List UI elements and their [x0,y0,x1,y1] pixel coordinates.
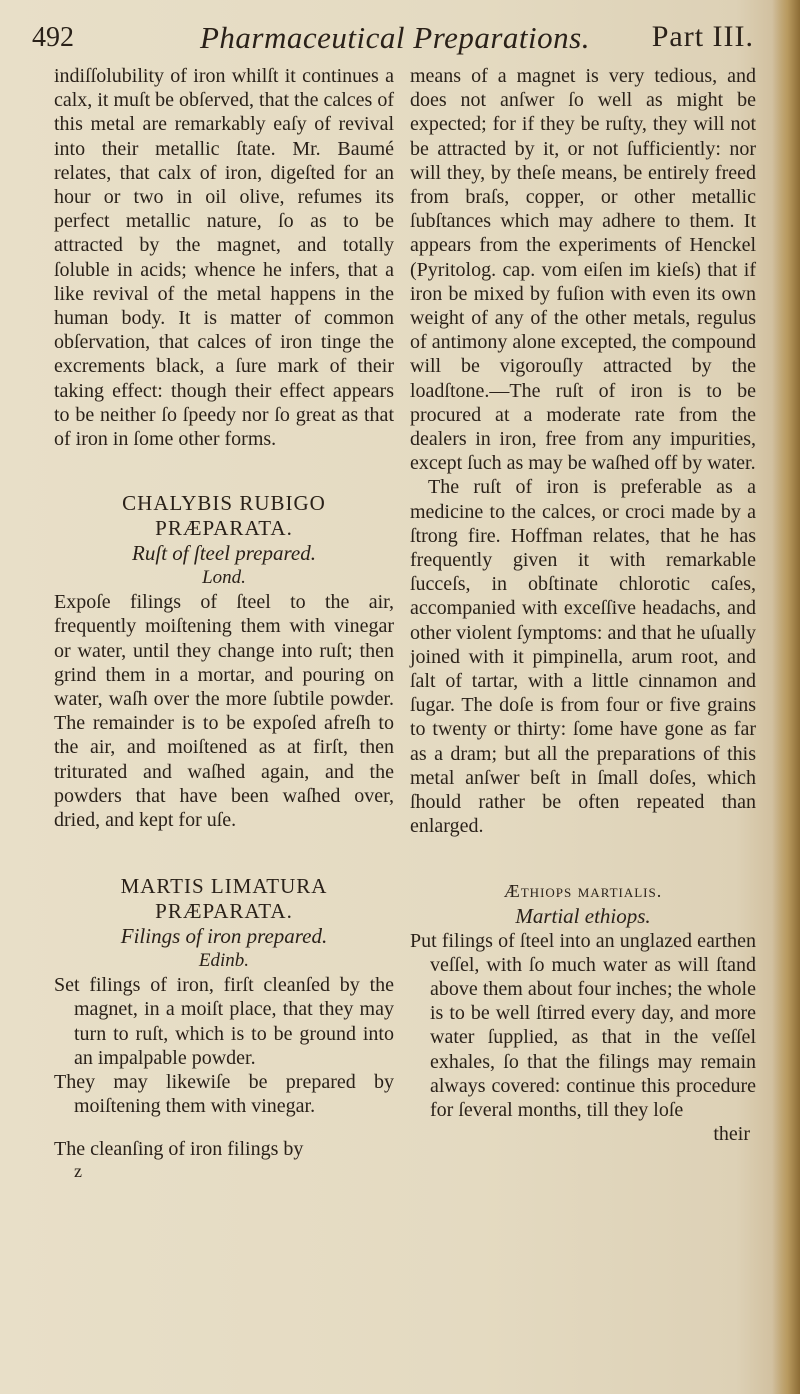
page-number: 492 [32,22,74,53]
right-column [410,64,756,1146]
running-title: Pharmaceutical Preparations. [200,20,590,55]
section-authority: Edinb. [198,950,250,972]
paragraph: Put filings of ſteel into an unglazed earthen veſſel, with ſo much water as will ſtand above them about four inches; the whole is to be well ſtirred every day, and more water ſupplied, as that in the veſſel exhales, ſo that the filings may remain always covered: continue this procedure for ſeveral months, till they loſe [410,929,756,1121]
paragraph: Expoſe filings of ſteel to the air, frequently moiſtening them with vinegar or water, until they change into ruſt; then grind them in a mortar, and pouring on water, waſh over the more ſubtile powder. The remainder is to be expoſed afreſh to the air, and moiſtened as at firſt, then triturated and waſhed again, and the powders that have been waſhed over, dried, and kept for uſe. [54,591,394,832]
paragraph: The cleanſing of iron filings by [54,1137,304,1160]
paragraph: They may likewiſe be prepared by moiſtening them with vinegar. [54,1071,394,1118]
section-subtitle: Ruſt of ſteel prepared. [132,541,316,566]
section-subtitle: Martial ethiops. [515,903,651,928]
signature-mark: z [74,1160,82,1181]
section-authority: Lond. [202,567,246,589]
part-label: Part III. [651,20,754,53]
paragraph: The ruſt of iron is preferable as a medicine to the calces, or croci made by a ſtrong fire. Hoffman relates, that he has frequently given it with remarkable ſucceſs, in obſtinate chlorotic caſes, accompanied with exceſſive headachs, and other violent ſymptoms: and that he uſually joined with it pimpinella, arum root, and ſalt of tartar, with a little cinnamon and ſugar. The doſe is from four or five grains to twenty or thirty: ſome have gone as far as a dram; but all the preparations of this metal anſwer beſt in ſmall doſes, which ſhould rather be often repeated than enlarged. [410,476,756,838]
left-column [54,64,394,1181]
paragraph: means of a magnet is very tedious, and does not anſwer ſo well as might be expected; for if they be ruſty, they will not be attracted by it, or not ſufficiently: nor will they, by theſe means, be entirely freed from braſs, copper, or other metallic ſubſtances which may adhere to them. It appears from the experiments of Henckel (Pyritolog. cap. vom eiſen im kieſs) that if iron be mixed by fuſion with even its own weight of any of the other metals, regulus of antimony alone excepted, the compound will be vigorouſly attracted by the loadſtone.—The ruſt of iron is to be procured at a moderate rate from the dealers in iron, free from any impurities, except ſuch as may be waſhed off by water. [410,65,756,475]
section-heading: Æthiops martialis. [503,880,663,901]
section-heading: CHALYBIS RUBIGO PRÆPARATA. [122,491,326,541]
page-edge [772,0,800,1394]
catchword: their [713,1123,750,1146]
section-subtitle: Filings of iron prepared. [120,924,328,949]
section-heading: MARTIS LIMATURA PRÆPARATA. [120,874,328,924]
paragraph: indiſſolubility of iron whilſt it continues a calx, it muſt be obſerved, that the calces of this metal are remarkably eaſy of revival into their metallic ſtate. Mr. Baumé relates, that calx of iron, digeſted for an hour or two in oil olive, refumes its perfect metallic nature, ſo as to be attracted by the magnet, and totally ſoluble in acids; whence he infers, that a like revival of the metal happens in the human body. It is matter of common obſervation, that calces of iron tinge the excrements black, a ſure mark of their taking effect: though their effect appears to be neither ſo ſpeedy nor ſo great as that of iron in ſome other forms. [54,65,394,451]
running-header [32,18,760,58]
paragraph: Set filings of iron, firſt cleanſed by the magnet, in a moiſt place, that they may turn to ruſt, which is to be ground into an impalpable powder. [54,974,394,1069]
